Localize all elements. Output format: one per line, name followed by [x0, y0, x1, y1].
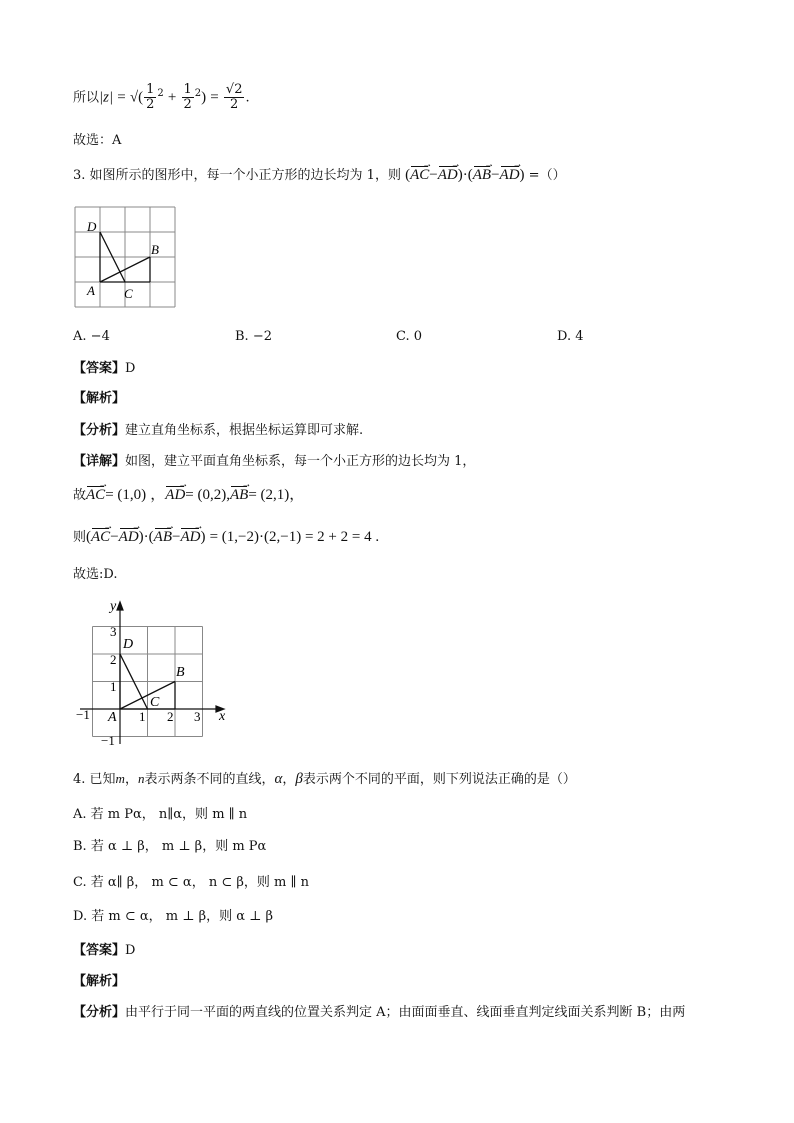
- q4-answer: 【答案】D: [73, 943, 136, 958]
- label-C: C: [124, 286, 133, 301]
- tick-x-1: 1: [139, 709, 146, 724]
- tick-y-neg1: −1: [101, 733, 115, 748]
- q2-conclusion-line: 所以|z| = √( $\frac{1}{2}$ $^2$ + $\frac{1}{2}$ $^2$) = $\frac{√2}{2}$ .: [73, 82, 250, 113]
- fraction-half-2: $\frac{1}{2}$: [183, 82, 192, 113]
- q3-option-c: C. 0: [396, 329, 423, 344]
- label-D: D: [87, 219, 97, 234]
- label-A2: A: [108, 710, 117, 725]
- q4-option-c: C. 若 α∥ β， m ⊂ α， n ⊂ β，则 m ∥ n: [73, 875, 309, 890]
- q3-option-a: A. −4: [73, 329, 110, 344]
- q3-xiangjie: 【详解】如图，建立平面直角坐标系，每一个小正方形的边长均为 1，: [73, 454, 476, 469]
- q4-analysis-tag: 【解析】: [73, 974, 126, 989]
- label-B: B: [151, 242, 159, 257]
- label-C2: C: [150, 695, 160, 710]
- q3-vector-values: 故AC →= (1,0) ，AD →= (0,2),AB →= (2,1)，: [73, 486, 304, 505]
- q3-grid-figure: [74, 206, 178, 310]
- label-B2: B: [176, 665, 185, 680]
- tick-y-3: 3: [110, 624, 117, 639]
- y-axis-arrow: [117, 602, 123, 610]
- q2-answer-line: 故选：A: [73, 133, 122, 148]
- q4-stem: 4. 已知m，n表示两条不同的直线，α，β表示两个不同的平面，则下列说法正确的是（）: [73, 771, 576, 787]
- tick-x-3: 3: [194, 709, 201, 724]
- fraction-root2-over-2: $\frac{√2}{2}$: [225, 82, 243, 113]
- q4-option-d: D. 若 m ⊂ α， m ⊥ β，则 α ⊥ β: [73, 909, 274, 924]
- q3-coordinate-figure: [72, 598, 234, 748]
- axis-label-y: y: [110, 599, 117, 614]
- fraction-half-1: $\frac{1}{2}$: [146, 82, 155, 113]
- q3-calculation: 则(AC →−AD →)·(AB →−AD →) = (1,−2)·(2,−1) = 2 + 2 = 4 .: [73, 528, 379, 547]
- tick-y-2: 2: [110, 652, 117, 667]
- q3-fenxi: 【分析】建立直角坐标系，根据坐标运算即可求解.: [73, 423, 364, 438]
- tick-x-neg1: −1: [76, 707, 90, 722]
- q3-option-b: B. −2: [235, 329, 272, 344]
- q3-stem: 3. 如图所示的图形中，每一个小正方形的边长均为 1，则 (AC →−AD →)·(AB →−AD →) =（）: [73, 166, 566, 185]
- q4-option-a: A. 若 m Pα， n∥α，则 m ∥ n: [73, 807, 248, 822]
- q3-choose: 故选:D.: [73, 567, 118, 582]
- label-A: A: [87, 283, 95, 298]
- abs-z: |z|: [99, 89, 114, 106]
- q3-answer: 【答案】D: [73, 361, 136, 376]
- q3-analysis-tag: 【解析】: [73, 391, 126, 406]
- label-D2: D: [123, 637, 134, 652]
- axis-label-x: x: [219, 709, 226, 724]
- q4-fenxi: 【分析】由平行于同一平面的两直线的位置关系判定 A；由面面垂直、线面垂直判定线面关系判断 B；由两: [73, 1005, 686, 1020]
- q3-option-d: D. 4: [557, 329, 584, 344]
- tick-x-2: 2: [167, 709, 174, 724]
- q4-option-b: B. 若 α ⊥ β， m ⊥ β，则 m Pα: [73, 839, 267, 854]
- tick-y-1: 1: [110, 679, 117, 694]
